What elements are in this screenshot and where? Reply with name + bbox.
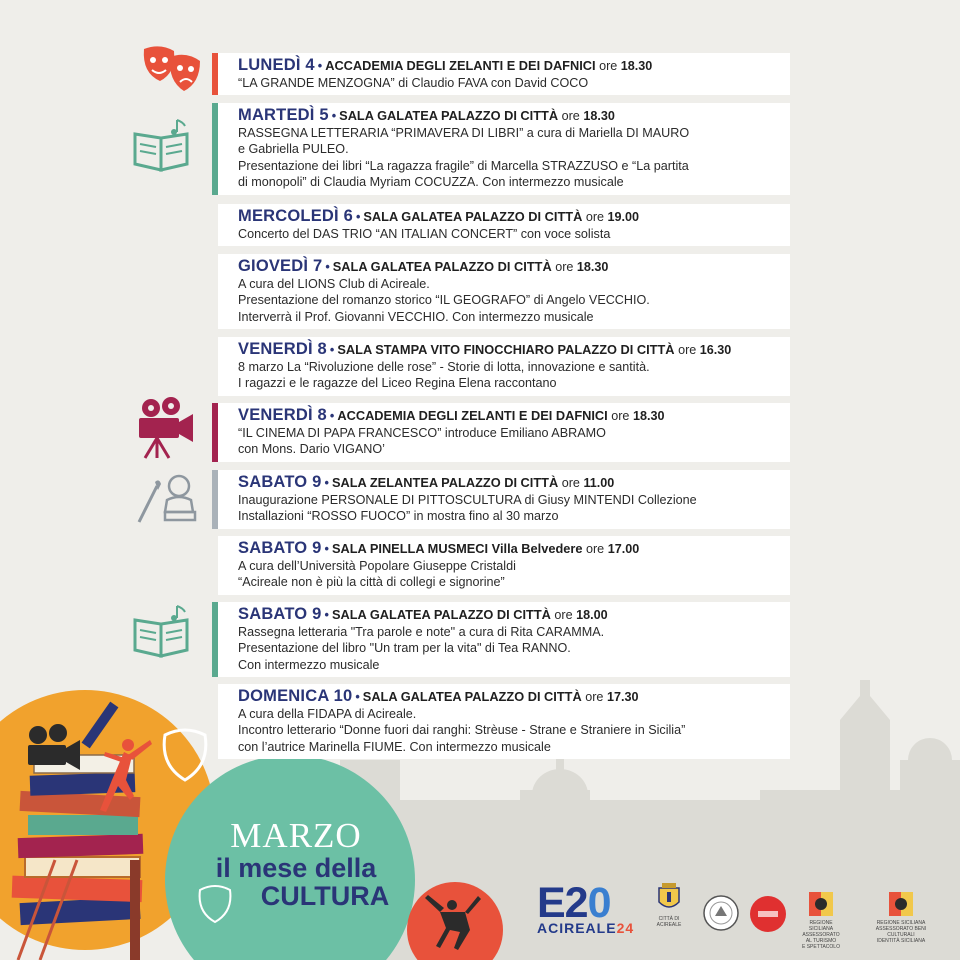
event-description: A cura della FIDAPA di Acireale. <box>238 706 417 721</box>
event-time: 16.30 <box>699 343 732 357</box>
regione-line: IDENTITÀ SICILIANA <box>876 938 926 944</box>
time-prefix: ore <box>611 409 630 423</box>
bullet: • <box>355 690 360 704</box>
event-description: Inaugurazione PERSONALE DI PITTOSCULTURA di Giusy MINTENDI Collezione <box>238 492 697 507</box>
event-day: MARTEDÌ 5 <box>238 106 329 124</box>
event-day: VENERDÌ 8 <box>238 406 327 424</box>
time-prefix: ore <box>561 476 580 490</box>
event-venue: SALA PINELLA MUSMECI Villa Belvedere <box>331 541 583 556</box>
event-description: “IL CINEMA DI PAPA FRANCESCO” introduce Emiliano ABRAMO <box>238 425 606 440</box>
regione-logo-1 <box>800 890 842 950</box>
time-prefix: ore <box>561 109 580 123</box>
event-description: RASSEGNA LETTERARIA “PRIMAVERA DI LIBRI” a cura di Mariella DI MAURO <box>238 125 690 140</box>
regione-line: REGIONE SICILIANA <box>808 920 834 932</box>
event-description: con l’autrice Marinella FIUME. Con intermezzo musicale <box>238 739 551 754</box>
event-description: Incontro letterario “Donne fuori dai ranghi: Strèuse - Strane e Straniere in Sicilia” <box>238 723 686 738</box>
event-description: Concerto del DAS TRIO “AN ITALIAN CONCERT” con voce solista <box>238 226 611 241</box>
event-time: 17.30 <box>606 690 639 704</box>
e20-text: E2 <box>537 879 588 927</box>
e20-zero: 0 <box>587 879 611 927</box>
bullet: • <box>355 210 361 224</box>
regione-logo-2 <box>868 890 934 944</box>
event-description: Presentazione dei libri “La ragazza fragile” di Marcella STRAZZUSO e “La partita <box>238 158 689 173</box>
event-time: 18.00 <box>576 608 608 622</box>
red-circle-logo <box>748 894 788 934</box>
event-venue: SALA ZELANTEA PALAZZO DI CITTÀ <box>331 475 559 490</box>
event-day: MERCOLEDÌ 6 <box>238 207 353 225</box>
time-prefix: ore <box>585 542 605 556</box>
event-day: GIOVEDÌ 7 <box>238 257 323 275</box>
time-prefix: ore <box>554 608 573 622</box>
trinacria-icon <box>887 890 915 918</box>
event-day: SABATO 9 <box>238 473 322 491</box>
bullet: • <box>331 109 337 123</box>
event-venue: SALA GALATEA PALAZZO DI CITTÀ <box>331 607 551 622</box>
event-card <box>212 602 790 677</box>
event-description: I ragazzi e le ragazze del Liceo Regina Elena raccontano <box>238 376 557 391</box>
event-day: SABATO 9 <box>238 605 322 623</box>
event-card <box>212 337 790 396</box>
event-description: Rassegna letteraria "Tra parole e note" a cura di Rita CARAMMA. <box>238 624 605 639</box>
acireale-24: 24 <box>616 920 635 936</box>
event-description: con Mons. Dario VIGANO’ <box>238 442 385 457</box>
event-venue: SALA GALATEA PALAZZO DI CITTÀ <box>332 259 552 274</box>
event-day: LUNEDÌ 4 <box>238 56 315 74</box>
event-description: Con intermezzo musicale <box>238 657 380 672</box>
event-card <box>212 103 790 195</box>
bullet: • <box>324 608 329 622</box>
event-description: 8 marzo La “Rivoluzione delle rose” - Storie di lotta, innovazione e santità. <box>238 359 650 374</box>
event-card <box>212 403 790 462</box>
event-title <box>176 818 416 910</box>
event-time: 11.00 <box>583 476 615 490</box>
event-venue: ACCADEMIA DEGLI ZELANTI E DEI DAFNICI <box>325 58 596 73</box>
event-description: A cura del LIONS Club di Acireale. <box>238 276 430 291</box>
event-venue: SALA GALATEA PALAZZO DI CITTÀ <box>362 689 582 704</box>
time-prefix: ore <box>585 210 605 224</box>
event-time: 17.00 <box>607 542 640 556</box>
acireale-text: ACIREALE <box>537 920 617 936</box>
event-day: VENERDÌ 8 <box>238 340 327 358</box>
bullet: • <box>329 409 335 423</box>
art-bust-icon <box>135 472 203 526</box>
city-label: CITTÀ DI ACIREALE <box>656 916 682 928</box>
event-venue: SALA GALATEA PALAZZO DI CITTÀ <box>363 209 583 224</box>
bullet: • <box>325 260 330 274</box>
event-card <box>212 204 790 246</box>
regione-line: ASSESSORATO BENI CULTURALI <box>875 926 927 938</box>
event-venue: SALA STAMPA VITO FINOCCHIARO PALAZZO DI CITTÀ <box>337 342 675 357</box>
event-description: e Gabriella PULEO. <box>238 142 349 157</box>
event-card <box>212 684 790 759</box>
theatre-masks-icon <box>138 43 204 95</box>
bullet: • <box>329 343 335 357</box>
regione-line: ASSESSORATO AL TURISMO <box>802 932 840 944</box>
event-card <box>212 536 790 595</box>
time-prefix: ore <box>555 260 574 274</box>
event-description: Presentazione del libro "Un tram per la vita" di Tea RANNO. <box>238 641 571 656</box>
event-description: Installazioni “ROSSO FUOCO” in mostra fino al 30 marzo <box>238 509 559 524</box>
event-card <box>212 254 790 329</box>
event-time: 18.30 <box>576 260 609 274</box>
time-prefix: ore <box>585 690 604 704</box>
regione-line: E SPETTACOLO <box>802 944 840 950</box>
crest-icon <box>656 882 682 914</box>
event-venue: SALA GALATEA PALAZZO DI CITTÀ <box>339 108 559 123</box>
event-time: 18.30 <box>583 109 615 123</box>
event-day: SABATO 9 <box>238 539 322 557</box>
round-seal-logo <box>702 894 740 932</box>
event-day: DOMENICA 10 <box>238 687 353 705</box>
bullet: • <box>317 59 323 73</box>
trinacria-icon <box>807 890 835 918</box>
film-projector-icon <box>133 396 195 460</box>
bullet: • <box>324 476 329 490</box>
event-description: “Acireale non è più la città di collegi e signorine” <box>238 575 505 590</box>
event-time: 18.30 <box>620 59 653 73</box>
event-description: Presentazione del romanzo storico “IL GEOGRAFO” di Angelo VECCHIO. <box>238 293 650 308</box>
event-description: di monopoli” di Claudia Myriam COCUZZA. Con intermezzo musicale <box>238 175 624 190</box>
time-prefix: ore <box>599 59 618 73</box>
regione-line: REGIONE SICILIANA <box>876 920 926 926</box>
event-venue: ACCADEMIA DEGLI ZELANTI E DEI DAFNICI <box>337 408 608 423</box>
city-crest-logo <box>646 882 692 928</box>
time-prefix: ore <box>678 343 697 357</box>
bullet: • <box>324 542 329 556</box>
e20-logo <box>537 879 635 936</box>
event-description: “LA GRANDE MENZOGNA” di Claudio FAVA con David COCO <box>238 75 589 90</box>
book-music-icon <box>133 118 193 173</box>
event-time: 19.00 <box>607 210 640 224</box>
event-description: Interverrà il Prof. Giovanni VECCHIO. Con intermezzo musicale <box>238 309 594 324</box>
book-music-icon <box>133 604 193 659</box>
title-month: MARZO <box>230 816 362 855</box>
title-line1: il mese della <box>215 853 377 883</box>
title-line2: CULTURA <box>260 881 390 911</box>
event-time: 18.30 <box>632 409 665 423</box>
event-card <box>212 53 790 95</box>
event-card <box>212 470 790 529</box>
event-description: A cura dell’Università Popolare Giuseppe Cristaldi <box>238 558 516 573</box>
